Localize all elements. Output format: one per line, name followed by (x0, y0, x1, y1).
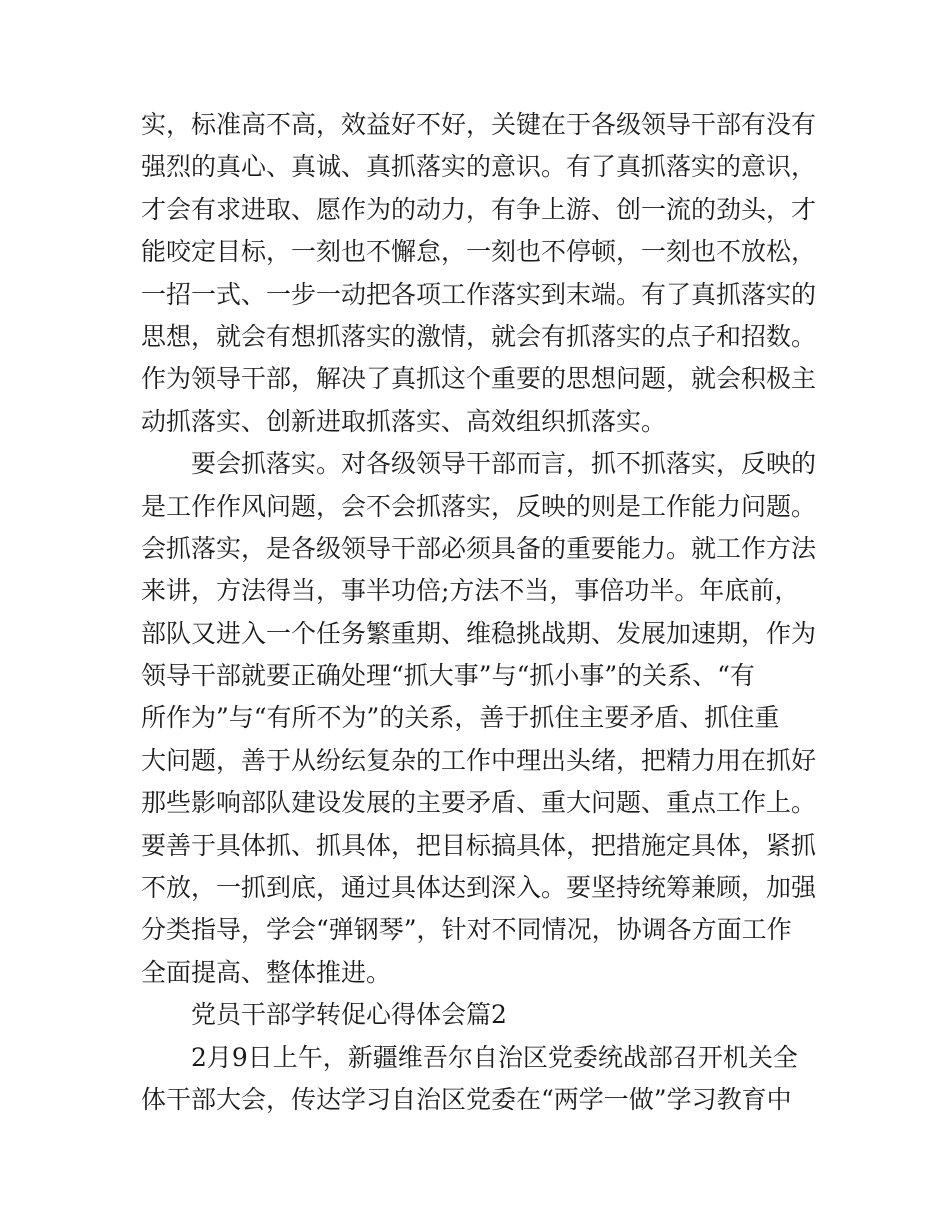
text-line-14: 领导干部就要正确处理“抓大事”与“抓小事”的关系、“有 (141, 661, 755, 691)
text-line-9: 要会抓落实。对各级领导干部而言，抓不抓落实，反映的 (141, 449, 817, 479)
text-line-24: 体干部大会，传达学习自治区党委在“两学一做”学习教育中 (141, 1084, 792, 1114)
text-line-20: 分类指导，学会“弹钢琴”，针对不同情况，协调各方面工作 (141, 915, 792, 945)
text-line-17: 那些影响部队建设发展的主要矛盾、重大问题、重点工作上。 (141, 788, 817, 818)
text-line-3: 才会有求进取、愿作为的动力，有争上游、创一流的劲头，才 (141, 194, 817, 224)
text-line-8: 动抓落实、创新进取抓落实、高效组织抓落实。 (141, 406, 667, 436)
body-text (141, 104, 817, 1121)
text-line-11: 会抓落实，是各级领导干部必须具备的重要能力。就工作方法 (141, 533, 817, 563)
text-line-10: 是工作作风问题，会不会抓落实，反映的则是工作能力问题。 (141, 491, 817, 521)
text-line-13: 部队又进入一个任务繁重期、维稳挑战期、发展加速期，作为 (141, 618, 817, 648)
text-line-16: 大问题，善于从纷纭复杂的工作中理出头绪，把精力用在抓好 (141, 745, 817, 775)
text-line-5: 一招一式、一步一动把各项工作落实到末端。有了真抓落实的 (141, 279, 817, 309)
text-line-2: 强烈的真心、真诚、真抓落实的意识。有了真抓落实的意识， (141, 152, 817, 182)
text-line-19: 不放，一抓到底，通过具体达到深入。要坚持统筹兼顾，加强 (141, 873, 817, 903)
text-line-7: 作为领导干部，解决了真抓这个重要的思想问题，就会积极主 (141, 364, 817, 394)
text-line-12: 来讲，方法得当，事半功倍;方法不当，事倍功半。年底前， (141, 576, 800, 606)
text-line-21: 全面提高、整体推进。 (141, 957, 392, 987)
text-line-6: 思想，就会有想抓落实的激情，就会有抓落实的点子和招数。 (141, 321, 817, 351)
text-line-23: 2月9日上午，新疆维吾尔自治区党委统战部召开机关全 (141, 1042, 798, 1072)
text-line-15: 所作为”与“有所不为”的关系，善于抓住主要矛盾、抓住重 (141, 703, 780, 733)
text-line-4: 能咬定目标，一刻也不懈怠，一刻也不停顿，一刻也不放松， (141, 237, 817, 267)
text-line-1: 实，标准高不高，效益好不好，关键在于各级领导干部有没有 (141, 110, 817, 139)
text-line-18: 要善于具体抓、抓具体，把目标搞具体，把措施定具体，紧抓 (141, 830, 817, 860)
section-heading: 党员干部学转促心得体会篇2 (141, 1000, 507, 1030)
